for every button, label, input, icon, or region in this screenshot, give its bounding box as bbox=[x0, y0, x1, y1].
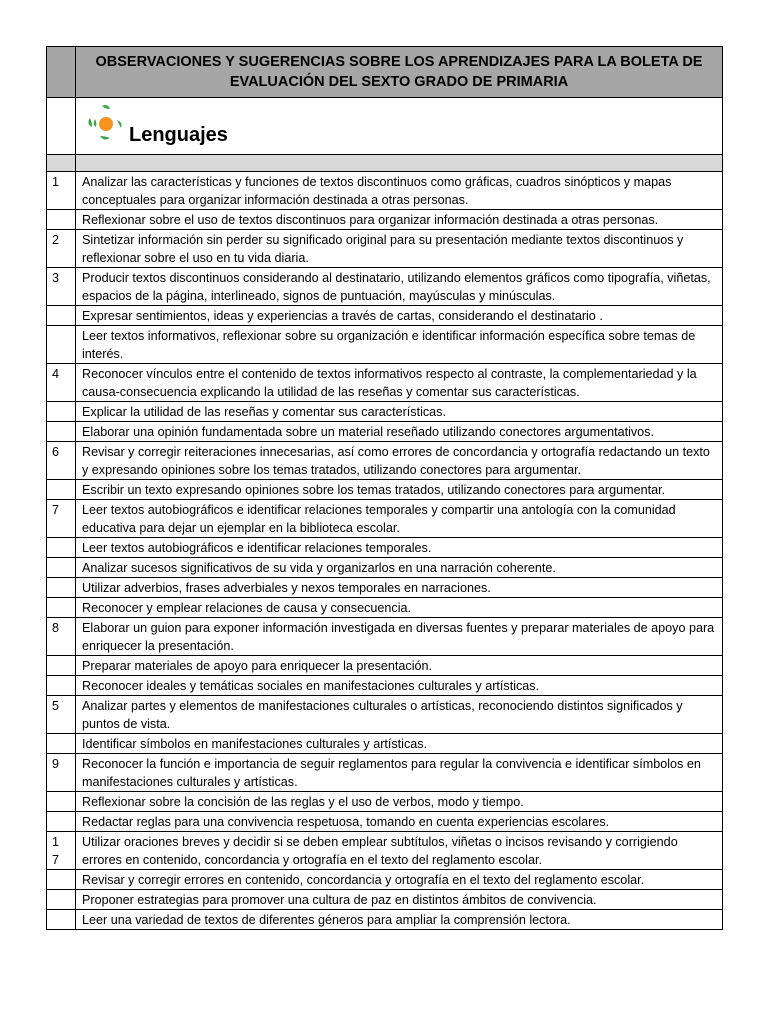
row-text: Reflexionar sobre el uso de textos discontinuos para organizar información destinada a otras personas. bbox=[76, 210, 723, 230]
table-row bbox=[47, 618, 723, 656]
row-number bbox=[47, 598, 76, 618]
row-number bbox=[47, 812, 76, 832]
row-number bbox=[47, 538, 76, 558]
row-text: Redactar reglas para una convivencia respetuosa, tomando en cuenta experiencias escolares. bbox=[76, 812, 723, 832]
row-text: Reflexionar sobre la concisión de las reglas y el uso de verbos, modo y tiempo. bbox=[76, 792, 723, 812]
subject-title: Lenguajes bbox=[129, 124, 228, 146]
row-text: Analizar sucesos significativos de su vida y organizarlos en una narración coherente. bbox=[76, 558, 723, 578]
table-row bbox=[47, 792, 723, 812]
row-text: Utilizar oraciones breves y decidir si se deben emplear subtítulos, viñetas o incisos revisando y corrigiendo errores en contenido, concordancia y ortografía en el texto del reglamento escolar. bbox=[76, 832, 723, 870]
row-text: Identificar símbolos en manifestaciones culturales y artísticas. bbox=[76, 734, 723, 754]
table-row bbox=[47, 268, 723, 306]
row-number bbox=[47, 422, 76, 442]
table-row bbox=[47, 306, 723, 326]
row-number bbox=[47, 792, 76, 812]
subject-row bbox=[47, 98, 723, 155]
row-number: 9 bbox=[47, 754, 76, 792]
row-text: Preparar materiales de apoyo para enriquecer la presentación. bbox=[76, 656, 723, 676]
row-text: Sintetizar información sin perder su significado original para su presentación mediante textos discontinuos y reflexionar sobre el uso en tu vida diaria. bbox=[76, 230, 723, 268]
header-row bbox=[47, 47, 723, 98]
table-row bbox=[47, 326, 723, 364]
document-title: OBSERVACIONES Y SUGERENCIAS SOBRE LOS APRENDIZAJES PARA LA BOLETA DE EVALUACIÓN DEL SEXTO GRADO DE PRIMARIA bbox=[76, 47, 723, 98]
table-row bbox=[47, 598, 723, 618]
row-text: Revisar y corregir reiteraciones innecesarias, así como errores de concordancia y ortografía redactando un texto y expresando opiniones sobre los temas tratados, utilizando conectores para argumentar. bbox=[76, 442, 723, 480]
table-row bbox=[47, 734, 723, 754]
observations-table bbox=[46, 46, 723, 930]
row-number bbox=[47, 890, 76, 910]
row-text: Analizar partes y elementos de manifestaciones culturales o artísticas, reconociendo distintos significados y puntos de vista. bbox=[76, 696, 723, 734]
row-text: Utilizar adverbios, frases adverbiales y nexos temporales en narraciones. bbox=[76, 578, 723, 598]
row-number: 1 bbox=[47, 172, 76, 210]
table-row bbox=[47, 172, 723, 210]
row-text: Leer una variedad de textos de diferentes géneros para ampliar la comprensión lectora. bbox=[76, 910, 723, 930]
row-number: 5 bbox=[47, 696, 76, 734]
row-text: Revisar y corregir errores en contenido, concordancia y ortografía en el texto del reglamento escolar. bbox=[76, 870, 723, 890]
row-number bbox=[47, 910, 76, 930]
table-row bbox=[47, 210, 723, 230]
subject-cell bbox=[76, 98, 723, 155]
row-number bbox=[47, 676, 76, 696]
row-text: Proponer estrategias para promover una cultura de paz en distintos ámbitos de convivencia. bbox=[76, 890, 723, 910]
row-text: Leer textos autobiográficos e identificar relaciones temporales. bbox=[76, 538, 723, 558]
row-text: Escribir un texto expresando opiniones sobre los temas tratados, utilizando conectores para argumentar. bbox=[76, 480, 723, 500]
row-text: Reconocer y emplear relaciones de causa y consecuencia. bbox=[76, 598, 723, 618]
table-row bbox=[47, 230, 723, 268]
row-number bbox=[47, 306, 76, 326]
row-text: Reconocer vínculos entre el contenido de textos informativos respecto al contraste, la complementariedad y la causa-consecuencia explicando la utilidad de las reseñas y comentar sus características. bbox=[76, 364, 723, 402]
row-number bbox=[47, 558, 76, 578]
table-row bbox=[47, 558, 723, 578]
table-row bbox=[47, 500, 723, 538]
table-row bbox=[47, 812, 723, 832]
lenguajes-logo-icon bbox=[82, 102, 128, 146]
row-number: 6 bbox=[47, 442, 76, 480]
row-number bbox=[47, 210, 76, 230]
table-row bbox=[47, 578, 723, 598]
table-row bbox=[47, 696, 723, 734]
row-number: 7 bbox=[47, 500, 76, 538]
table-row bbox=[47, 422, 723, 442]
row-number: 4 bbox=[47, 364, 76, 402]
table-row bbox=[47, 754, 723, 792]
table-row bbox=[47, 656, 723, 676]
table-row bbox=[47, 480, 723, 500]
row-number: 3 bbox=[47, 268, 76, 306]
row-number bbox=[47, 656, 76, 676]
row-number bbox=[47, 326, 76, 364]
table-row bbox=[47, 364, 723, 402]
table-row bbox=[47, 890, 723, 910]
row-number bbox=[47, 480, 76, 500]
row-number bbox=[47, 402, 76, 422]
spacer-row bbox=[47, 155, 723, 172]
row-text: Reconocer ideales y temáticas sociales en manifestaciones culturales y artísticas. bbox=[76, 676, 723, 696]
row-number: 1 7 bbox=[47, 832, 76, 870]
table-row bbox=[47, 538, 723, 558]
row-text: Analizar las características y funciones de textos discontinuos como gráficas, cuadros sinópticos y mapas conceptuales para organizar información destinada a otras personas. bbox=[76, 172, 723, 210]
table-row bbox=[47, 870, 723, 890]
row-text: Leer textos informativos, reflexionar sobre su organización e identificar información específica sobre temas de interés. bbox=[76, 326, 723, 364]
header-corner-cell bbox=[47, 47, 76, 98]
row-text: Reconocer la función e importancia de seguir reglamentos para regular la convivencia e identificar símbolos en manifestaciones culturales y artísticas. bbox=[76, 754, 723, 792]
row-number bbox=[47, 578, 76, 598]
table-row bbox=[47, 832, 723, 870]
row-number bbox=[47, 734, 76, 754]
table-row bbox=[47, 676, 723, 696]
row-text: Explicar la utilidad de las reseñas y comentar sus características. bbox=[76, 402, 723, 422]
row-number bbox=[47, 870, 76, 890]
row-number: 8 bbox=[47, 618, 76, 656]
row-text: Elaborar un guion para exponer información investigada en diversas fuentes y preparar materiales de apoyo para enriquecer la presentación. bbox=[76, 618, 723, 656]
row-text: Elaborar una opinión fundamentada sobre un material reseñado utilizando conectores argumentativos. bbox=[76, 422, 723, 442]
row-text: Leer textos autobiográficos e identificar relaciones temporales y compartir una antología con la comunidad educativa para dejar un ejemplar en la biblioteca escolar. bbox=[76, 500, 723, 538]
table-row bbox=[47, 442, 723, 480]
row-number: 2 bbox=[47, 230, 76, 268]
row-text: Producir textos discontinuos considerando al destinatario, utilizando elementos gráficos como tipografía, viñetas, espacios de la página, interlineado, signos de puntuación, mayúsculas y minúsculas. bbox=[76, 268, 723, 306]
table-row bbox=[47, 910, 723, 930]
table-row bbox=[47, 402, 723, 422]
subject-corner-cell bbox=[47, 98, 76, 155]
row-text: Expresar sentimientos, ideas y experiencias a través de cartas, considerando el destinatario . bbox=[76, 306, 723, 326]
